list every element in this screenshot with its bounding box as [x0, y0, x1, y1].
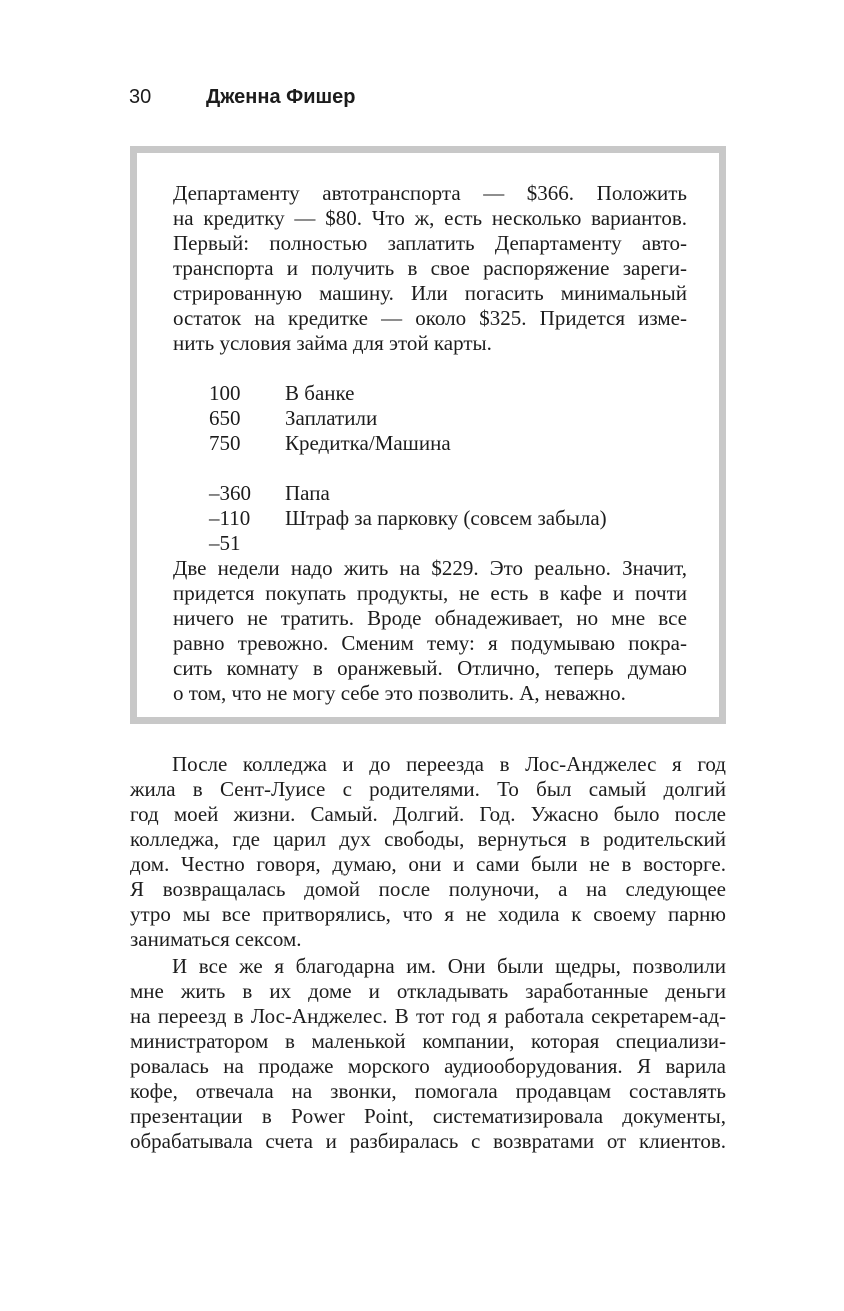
budget-ledger: [173, 381, 687, 556]
text-line: остаток на кредитке — около $325. Придется изме-: [173, 306, 687, 330]
diary-excerpt-box: [130, 146, 726, 724]
text-line: Первый: полностью заплатить Департаменту авто-: [173, 231, 687, 255]
ledger-amount: –51: [209, 531, 241, 555]
ledger-row: [173, 506, 687, 531]
ledger-amount: 750: [209, 431, 241, 455]
text-line: равно тревожно. Сменим тему: я подумываю покра-: [173, 631, 687, 655]
text-line: утро мы все притворялись, что я не ходила к своему парню: [130, 902, 726, 926]
text-line: колледжа, где царил дух свободы, вернуться в родительский: [130, 827, 726, 851]
ledger-spacer: [173, 456, 687, 481]
paragraph-2: [130, 954, 726, 1154]
ledger-row: [173, 531, 687, 556]
text-line: мне жить в их доме и откладывать заработанные деньги: [130, 979, 726, 1003]
ledger-row: [173, 381, 687, 406]
text-line: Две недели надо жить на $229. Это реально. Значит,: [173, 556, 687, 580]
text-line: год моей жизни. Самый. Долгий. Год. Ужасно было после: [130, 802, 726, 826]
ledger-amount: 650: [209, 406, 241, 430]
text-line: сить комнату в оранжевый. Отлично, теперь думаю: [173, 656, 687, 680]
author-name: Дженна Фишер: [206, 86, 356, 108]
text-line: стрированную машину. Или погасить минимальный: [173, 281, 687, 305]
text-line: на переезд в Лос-Анджелес. В тот год я работала секретарем-ад-: [130, 1004, 726, 1028]
text-line: После колледжа и до переезда в Лос-Анджелес я год: [172, 752, 726, 776]
ledger-label: Папа: [285, 481, 330, 505]
ledger-label: Кредитка/Машина: [285, 431, 451, 455]
text-line: дом. Честно говоря, думаю, они и сами были не в восторге.: [130, 852, 726, 876]
text-line: придется покупать продукты, не есть в кафе и почти: [173, 581, 687, 605]
ledger-amount: 100: [209, 381, 241, 405]
text-line: о том, что не могу себе это позволить. А, неважно.: [173, 681, 626, 705]
ledger-row: [173, 406, 687, 431]
paragraph-1: [130, 752, 726, 952]
ledger-row: [173, 431, 687, 456]
text-line: на кредитку — $80. Что ж, есть несколько вариантов.: [173, 206, 687, 230]
text-line: И все же я благодарна им. Они были щедры, позволили: [172, 954, 726, 978]
text-line: Департаменту автотранспорта — $366. Положить: [173, 181, 687, 205]
ledger-label: Штраф за парковку (совсем забыла): [285, 506, 607, 530]
text-line: презентации в Power Point, систематизировала документы,: [130, 1104, 726, 1128]
diary-excerpt-content: [173, 181, 687, 706]
ledger-row: [173, 481, 687, 506]
diary-intro: [173, 181, 687, 356]
text-line: транспорта и получить в свое распоряжение зареги-: [173, 256, 687, 280]
ledger-label: Заплатили: [285, 406, 378, 430]
text-line: министратором в маленькой компании, которая специализи-: [130, 1029, 726, 1053]
ledger-label: В банке: [285, 381, 355, 405]
ledger-label: [285, 531, 687, 556]
text-line: ровалась на продаже морского аудиооборудования. Я варила: [130, 1054, 726, 1078]
text-line: ничего не тратить. Вроде обнадеживает, но мне все: [173, 606, 687, 630]
body-text: [130, 752, 726, 1154]
text-line: обрабатывала счета и разбиралась с возвратами от клиентов.: [130, 1129, 726, 1153]
diary-outro: [173, 556, 687, 706]
ledger-amount: –360: [209, 481, 251, 505]
text-line: кофе, отвечала на звонки, помогала продавцам составлять: [130, 1079, 726, 1103]
text-line: нить условия займа для этой карты.: [173, 331, 492, 355]
text-line: Я возвращалась домой после полуночи, а на следующее: [130, 877, 726, 901]
text-line: жила в Сент-Луисе с родителями. То был самый долгий: [130, 777, 726, 801]
ledger-amount: –110: [209, 506, 251, 530]
page-number: 30: [129, 86, 152, 108]
text-line: заниматься сексом.: [130, 927, 302, 951]
